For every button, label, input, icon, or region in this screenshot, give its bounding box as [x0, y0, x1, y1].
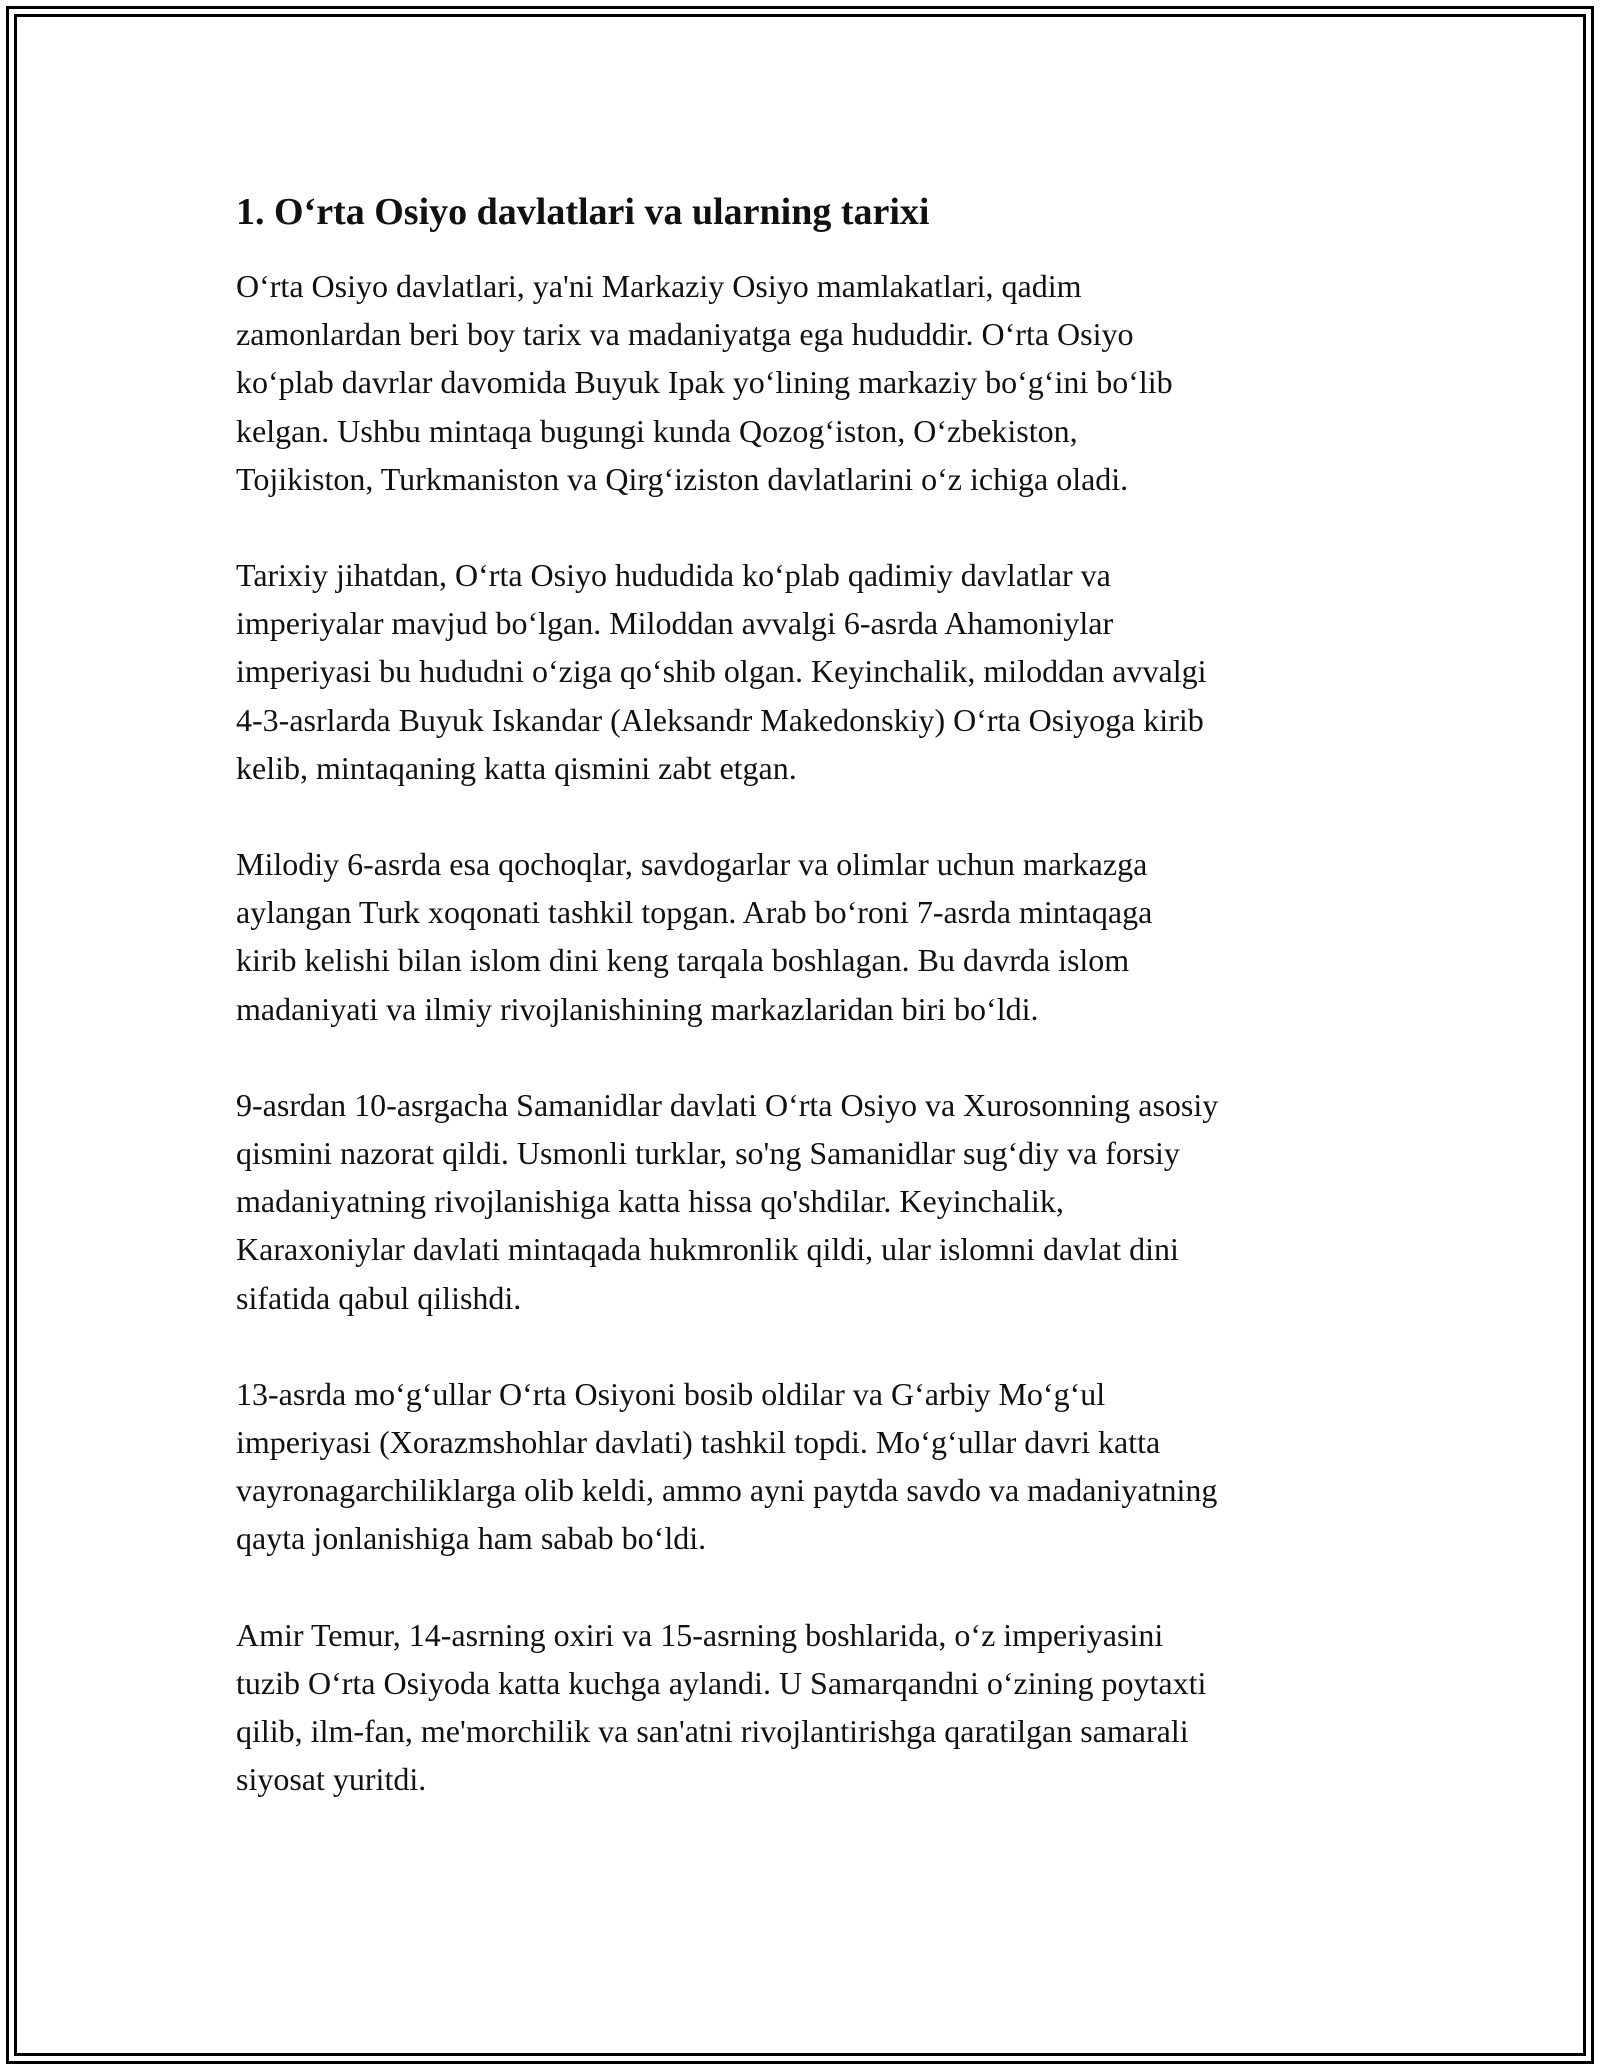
paragraph-2: Tarixiy jihatdan, O‘rta Osiyo hududida ko‘plab qadimiy davlatlar va imperiyalar mavjud bo‘lgan. Miloddan avvalgi 6-asrda Ahamoniylar imperiyasi bu hududni o‘ziga qo‘shib olgan. Keyinchalik, miloddan avvalgi 4-3-asrlarda Buyuk Iskandar (Aleksandr Makedonskiy) O‘rta Osiyoga kirib kelib, mintaqaning katta qismini zabt etgan.	[236, 557, 1207, 786]
paragraph-5: 13-asrda mo‘g‘ullar O‘rta Osiyoni bosib oldilar va G‘arbiy Mo‘g‘ul imperiyasi (Xorazmshohlar davlati) tashkil topdi. Mo‘g‘ullar davri katta vayronagarchiliklarga olib keldi, ammo ayni paytda savdo va madaniyatning qayta jonlanishiga ham sabab bo‘ldi.	[236, 1375, 1218, 1557]
document-title: 1. O‘rta Osiyo davlatlari va ularning tarixi	[236, 191, 930, 233]
paragraph-3: Milodiy 6-asrda esa qochoqlar, savdogarlar va olimlar uchun markazga aylangan Turk xoqonati tashkil topgan. Arab bo‘roni 7-asrda mintaqaga kirib kelishi bilan islom dini keng tarqala boshlagan. Bu davrda islom madaniyati va ilmiy rivojlanishining markazlaridan biri bo‘ldi.	[236, 846, 1153, 1027]
paragraph-1: O‘rta Osiyo davlatlari, ya'ni Markaziy Osiyo mamlakatlari, qadim zamonlardan beri boy tarix va madaniyatga ega hududdir. O‘rta Osiyo ko‘plab davrlar davomida Buyuk Ipak yo‘lining markaziy bo‘g‘ini bo‘lib kelgan. Ushbu mintaqa bugungi kunda Qozog‘iston, O‘zbekiston, Tojikiston, Turkmaniston va Qirg‘iziston davlatlarini o‘z ichiga oladi.	[236, 268, 1173, 497]
document-body	[236, 186, 1376, 1851]
paragraph-6: Amir Temur, 14-asrning oxiri va 15-asrning boshlarida, o‘z imperiyasini tuzib O‘rta Osiyoda katta kuchga aylandi. U Samarqandni o‘zining poytaxti qilib, ilm-fan, me'morchilik va san'atni rivojlantirishga qaratilgan samarali siyosat yuritdi.	[236, 1616, 1207, 1798]
paragraph-4: 9-asrdan 10-asrgacha Samanidlar davlati O‘rta Osiyo va Xurosonning asosiy qismini nazorat qildi. Usmonli turklar, so'ng Samanidlar sug‘diy va forsiy madaniyatning rivojlanishiga katta hissa qo'shdilar. Keyinchalik, Karaxoniylar davlati mintaqada hukmronlik qildi, ular islomni davlat dini sifatida qabul qilishdi.	[236, 1086, 1219, 1316]
